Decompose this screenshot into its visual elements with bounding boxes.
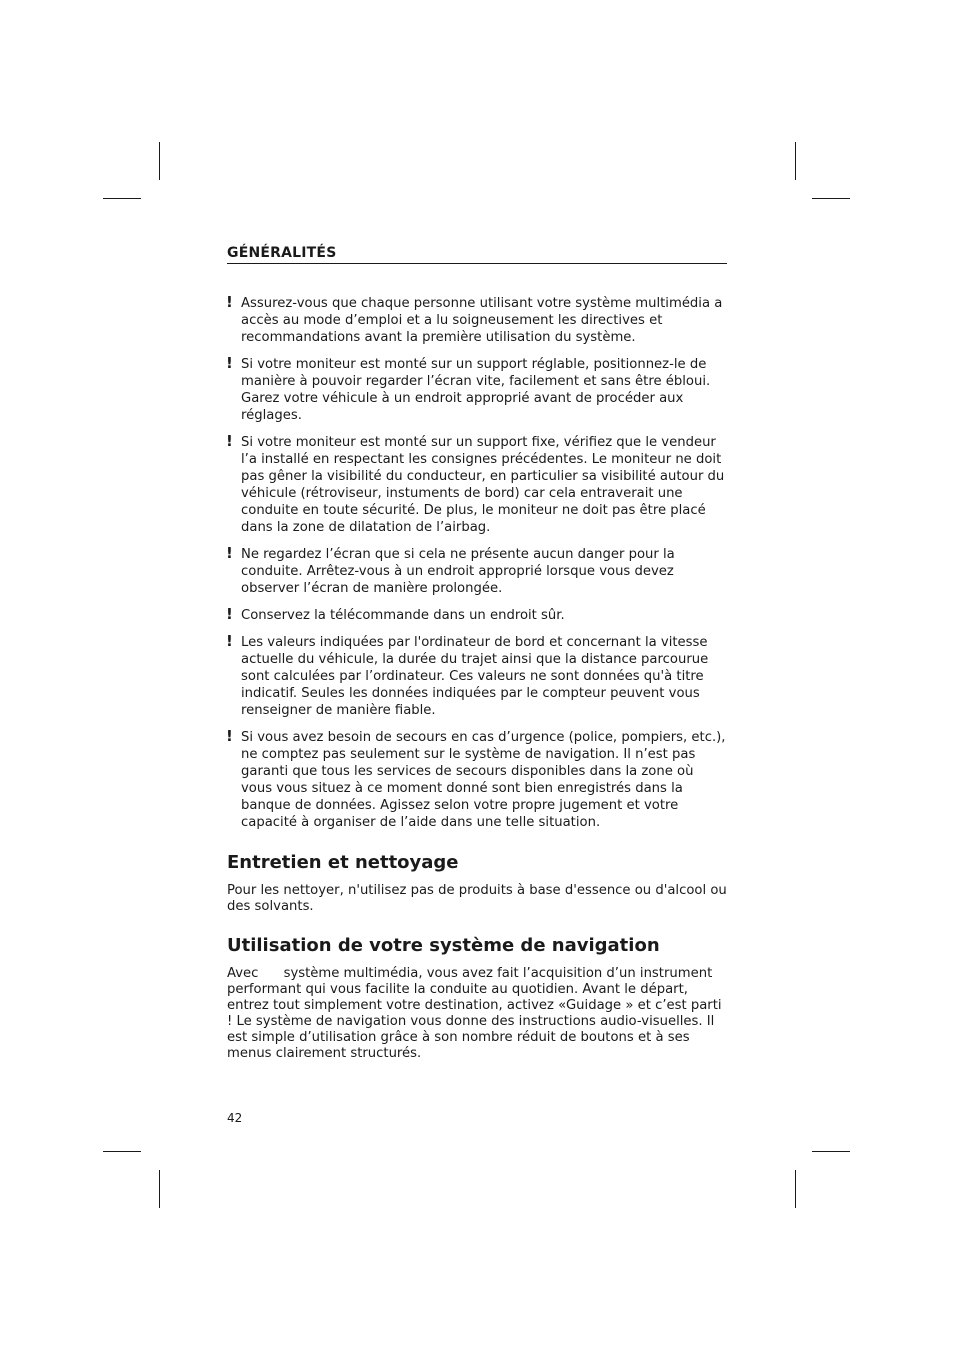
warning-text: Si vous avez besoin de secours en cas d’urgence (police, pompiers, etc.), ne comptez pas seulement sur le système de navigation. Il n’est pas garanti que tous les services de secours disponibles dans la zone où vous vous situez à ce moment donné sont bien enregistrés dans la banque de données. Agissez selon votre propre jugement et votre capacité à organiser de l’aide dans une telle situation. bbox=[241, 730, 726, 830]
page-content bbox=[226, 244, 731, 1062]
warning-text: Conservez la télécommande dans un endroit sûr. bbox=[241, 608, 565, 623]
warning-item bbox=[227, 634, 727, 719]
crop-mark-bottom-left-horizontal bbox=[103, 1151, 141, 1152]
exclamation-icon: ! bbox=[226, 632, 233, 650]
warning-text: Assurez-vous que chaque personne utilisant votre système multimédia a accès au mode d’emploi et a lu soigneusement les directives et recommandations avant la première utilisation du système. bbox=[241, 296, 723, 345]
exclamation-icon: ! bbox=[226, 432, 233, 450]
warning-item bbox=[227, 546, 727, 597]
warning-item bbox=[227, 356, 727, 424]
warning-item bbox=[227, 729, 727, 831]
crop-mark-bottom-right-vertical bbox=[795, 1170, 796, 1208]
warning-text: Si votre moniteur est monté sur un support réglable, positionnez-le de manière à pouvoir regarder l’écran vite, facilement et sans être ébloui. Garez votre véhicule à un endroit approprié avant de procéder aux réglages. bbox=[241, 357, 711, 423]
crop-mark-top-left-horizontal bbox=[103, 198, 141, 199]
exclamation-icon: ! bbox=[226, 544, 233, 562]
warning-text: Les valeurs indiquées par l'ordinateur de bord et concernant la vitesse actuelle du véhicule, la durée du trajet ainsi que la distance parcourue sont calculées par l’ordinateur. Ces valeurs ne sont données qu'à titre indicatif. Seules les données indiquées par le compteur peuvent vous renseigner de manière fiable. bbox=[241, 635, 709, 718]
exclamation-icon: ! bbox=[226, 293, 233, 311]
crop-mark-top-left-vertical bbox=[159, 142, 160, 180]
section-title: GÉNÉRALITÉS bbox=[227, 244, 727, 264]
page-number: 42 bbox=[227, 1111, 243, 1125]
navigation-paragraph: Avec système multimédia, vous avez fait l’acquisition d’un instrument performant qui vous facilite la conduite au quotidien. Avant le départ, entrez tout simplement votre destination, activez «Guidage » et c’est parti ! Le système de navigation vous donne des instructions audio-visuelles. Il est simple d’utilisation grâce à son nombre réduit de boutons et à ses menus clairement structurés. bbox=[227, 966, 726, 1061]
crop-mark-top-right-vertical bbox=[795, 142, 796, 180]
warning-text: Ne regardez l’écran que si cela ne présente aucun danger pour la conduite. Arrêtez-vous à un endroit approprié lorsque vous devez observer l’écran de manière prolongée. bbox=[241, 547, 675, 596]
crop-mark-top-right-horizontal bbox=[812, 198, 850, 199]
crop-mark-bottom-left-vertical bbox=[159, 1170, 160, 1208]
exclamation-icon: ! bbox=[226, 354, 233, 372]
navigation-heading: Utilisation de votre système de navigation bbox=[227, 935, 660, 956]
maintenance-heading: Entretien et nettoyage bbox=[227, 852, 459, 873]
maintenance-paragraph: Pour les nettoyer, n'utilisez pas de produits à base d'essence ou d'alcool ou des solvants. bbox=[227, 883, 731, 914]
warning-list bbox=[227, 295, 727, 831]
crop-mark-bottom-right-horizontal bbox=[812, 1151, 850, 1152]
exclamation-icon: ! bbox=[226, 605, 233, 623]
warning-item bbox=[227, 434, 727, 536]
exclamation-icon: ! bbox=[226, 727, 233, 745]
warning-text: Si votre moniteur est monté sur un support fixe, vérifiez que le vendeur l’a installé en respectant les consignes précédentes. Le moniteur ne doit pas gêner la visibilité du conducteur, en particulier sa visibilité autour du véhicule (rétroviseur, instuments de bord) car cela entraverait une conduite en toute sécurité. De plus, le moniteur ne doit pas être placé dans la zone de dilatation de l’airbag. bbox=[241, 435, 725, 535]
warning-item bbox=[227, 607, 727, 624]
warning-item bbox=[227, 295, 727, 346]
